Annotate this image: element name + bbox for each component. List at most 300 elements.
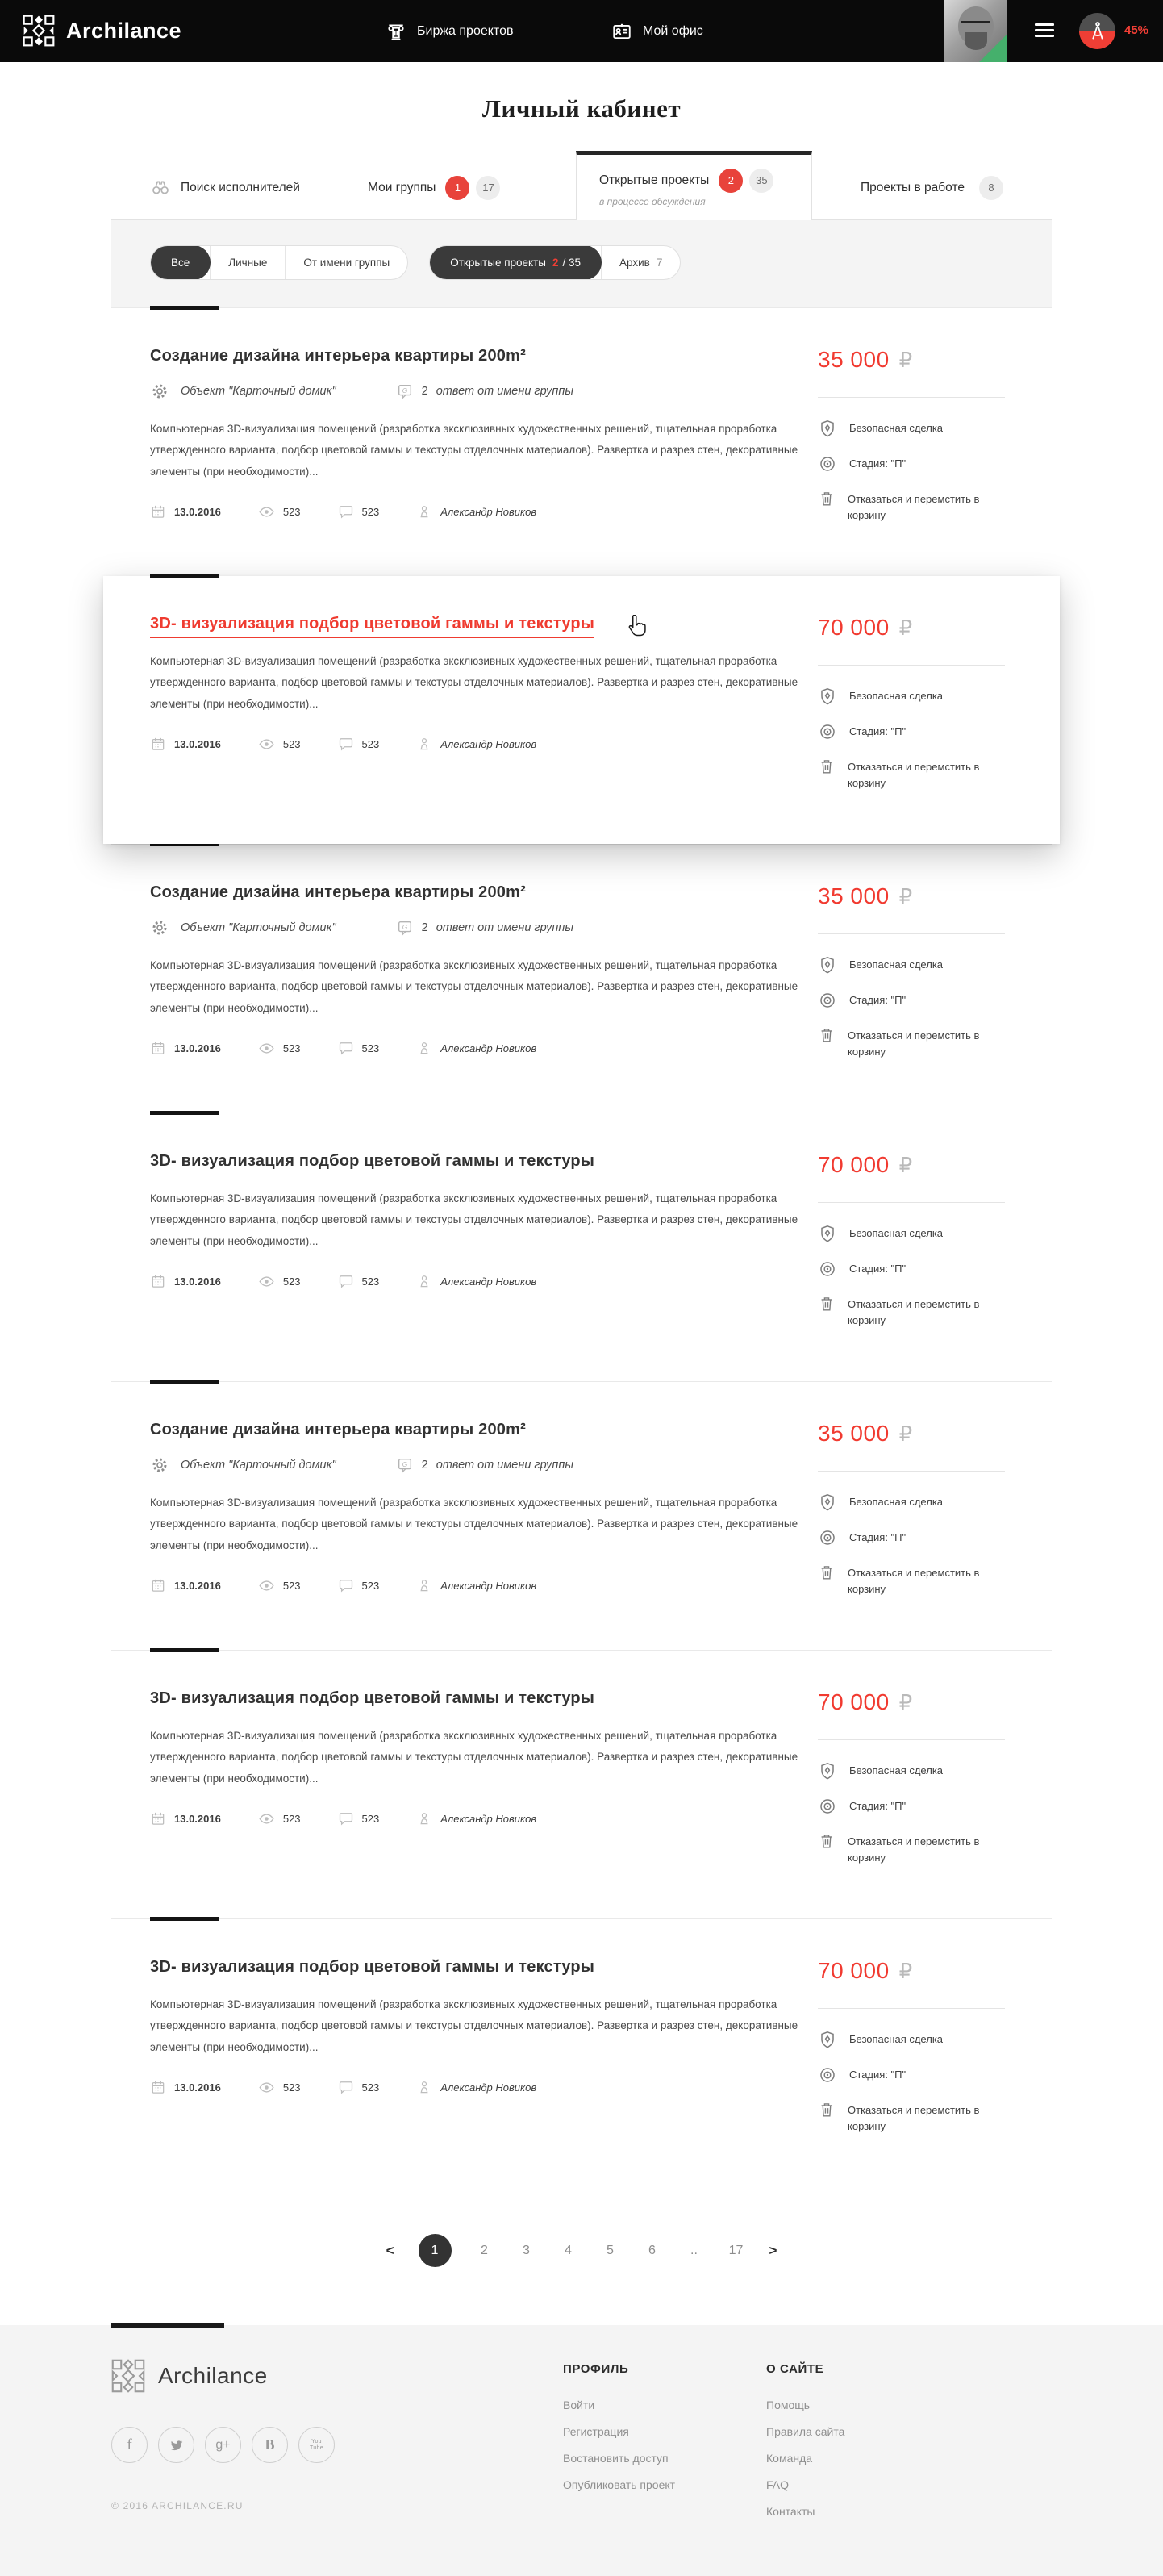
project-side-panel [818,1421,1052,1614]
group-bubble-icon [396,382,414,400]
ownership-filter-group [150,245,408,280]
footer-about-column [766,2359,936,2532]
discard-label: Отказаться и перемстить в корзину [848,493,980,521]
footer-profile-link[interactable]: Войти [563,2399,595,2411]
project-date: 13.0.2016 [174,1579,221,1592]
youtube-glyph: You Tube [310,2438,323,2451]
discard-label: Отказаться и перемстить в корзину [848,1567,980,1595]
project-date: 13.0.2016 [174,2081,221,2094]
replies-label: ответ от имени группы [436,385,574,398]
target-icon [818,454,837,474]
binoculars-icon [150,177,171,198]
comment-icon [338,1577,354,1593]
stage-label: Стадия: "П" [849,2069,907,2081]
target-icon [818,1797,837,1816]
tab-my-groups[interactable] [368,156,576,219]
discard-label: Отказаться и перемстить в корзину [848,761,980,789]
main-panel [111,62,1052,2319]
gear-icon [150,1455,169,1475]
views-count: 523 [282,1579,301,1592]
price-row [818,615,1036,641]
project-author: Александр Новиков [440,2081,537,2094]
tab-open-subtitle: в процессе обсуждения [599,195,706,207]
views-count: 523 [282,737,301,750]
project-description: Компьютерная 3D-визуализация помещений (разработка эксклюзивных художественных решений, тщательная проработка утвержденного варианта, подбор цветовой гаммы и текстуры отделочных материалов). Развертка и разрез стен, декоративные элементы (при необходимости)... [150,655,798,710]
stage-item [818,1530,1011,1547]
safe-deal-item [818,420,1011,438]
footer-about-link[interactable]: FAQ [766,2478,790,2491]
comments-count: 523 [361,1812,380,1825]
author-item[interactable] [416,1810,536,1827]
stage-item [818,2067,1011,2085]
date-item [150,1273,221,1289]
project-description: Компьютерная 3D-визуализация помещений (разработка эксклюзивных художественных решений, тщательная проработка утвержденного варианта, подбор цветовой гаммы и текстуры отделочных материалов). Развертка и разрез стен, декоративные элементы (при необходимости)... [150,1998,798,2053]
shield-icon [818,1761,837,1781]
project-title-link[interactable]: Создание дизайна интерьера квартиры 200m² [150,1421,526,1438]
tab-projects-in-work[interactable] [812,156,1052,219]
filter-archive[interactable] [601,246,680,279]
discard-action[interactable] [818,1296,1011,1328]
eye-icon [258,1577,275,1594]
pagination-page-2[interactable]: 2 [481,2243,488,2257]
project-card [111,307,1052,576]
footer-profile-column [563,2359,766,2532]
hand-cursor-icon [626,615,647,639]
project-side-panel [818,1958,1052,2152]
person-icon [416,736,432,752]
project-object-row [150,382,803,401]
person-icon [416,503,432,520]
person-icon [416,1577,432,1593]
tab-open-label: Открытые проекты [599,173,710,187]
nav-project-market-label: Биржа проектов [417,23,514,38]
discard-label: Отказаться и перемстить в корзину [848,1835,980,1864]
calendar-icon [150,1577,166,1593]
ruble-sign: ₽ [898,885,913,909]
shield-icon [818,419,837,438]
project-card [111,844,1052,1113]
views-item [258,1040,301,1057]
project-description: Компьютерная 3D-визуализация помещений (разработка эксклюзивных художественных решений, тщательная проработка утвержденного варианта, подбор цветовой гаммы и текстуры отделочных материалов). Развертка и разрез стен, декоративные элементы (при необходимости)... [150,1192,798,1247]
replies-count: 2 [421,1459,428,1472]
pagination-page-3[interactable]: 3 [523,2243,530,2257]
author-item[interactable] [416,1273,536,1289]
views-count: 523 [282,2081,301,2094]
calendar-icon [150,503,166,520]
project-object-label[interactable]: Объект "Карточный домик" [181,1459,336,1472]
project-description: Компьютерная 3D-визуализация помещений (разработка эксклюзивных художественных решений, тщательная проработка утвержденного варианта, подбор цветовой гаммы и текстуры отделочных материалов). Развертка и разрез стен, декоративные элементы (при необходимости)... [150,1497,798,1551]
stage-label: Стадия: "П" [849,1263,907,1275]
person-icon [416,1273,432,1289]
project-card [111,1381,1052,1650]
author-item[interactable] [416,1040,536,1056]
discard-action[interactable] [818,759,1011,791]
discard-action[interactable] [818,1565,1011,1597]
project-meta-row [150,1810,803,1827]
replies-label: ответ от имени группы [436,921,574,934]
project-author: Александр Новиков [440,1042,537,1054]
nav-my-office[interactable] [611,0,703,62]
ruble-sign: ₽ [898,349,913,373]
comment-icon [338,1273,354,1289]
footer-profile-link[interactable]: Регистрация [563,2425,629,2438]
safe-deal-item [818,1225,1011,1243]
brand-name: Archilance [66,18,182,43]
footer-about-link[interactable]: Контакты [766,2505,815,2518]
project-side-panel [818,615,1052,808]
author-item[interactable] [416,503,536,520]
author-item[interactable] [416,736,536,752]
id-card-icon [611,21,632,42]
side-divider [818,2008,1005,2009]
ruble-sign: ₽ [898,616,913,641]
footer-about-link[interactable]: Помощь [766,2399,811,2411]
views-item [258,503,301,520]
project-date: 13.0.2016 [174,1275,221,1288]
views-count: 523 [282,1812,301,1825]
gear-icon [150,918,169,937]
discard-action[interactable] [818,2102,1011,2134]
stage-label: Стадия: "П" [849,457,907,470]
pagination-page-6[interactable]: 6 [648,2243,656,2257]
author-item[interactable] [416,2079,536,2095]
replies-count: 2 [421,921,428,934]
price-row [818,1958,1036,1984]
project-meta-row [150,1273,803,1290]
group-bubble-icon [396,919,414,937]
filter-open-label: Открытые проекты [450,257,546,269]
target-icon [818,1259,837,1279]
tabs-bar [111,156,1052,220]
target-icon [818,991,837,1010]
pagination-next[interactable]: > [769,2242,777,2258]
comments-item [338,1273,380,1289]
comments-item [338,1040,380,1056]
social-links [111,2427,563,2463]
comments-count: 523 [361,505,380,518]
safe-deal-label: Безопасная сделка [849,2033,944,2045]
project-author: Александр Новиков [440,1579,537,1592]
price-row [818,1152,1036,1178]
project-meta-row [150,2079,803,2096]
date-item [150,1810,221,1827]
pagination-page-4[interactable]: 4 [565,2243,572,2257]
pagination-page-1[interactable]: 1 [419,2234,452,2267]
project-side-panel [818,1689,1052,1883]
ruble-sign: ₽ [898,1422,913,1447]
footer-profile-title: ПРОФИЛЬ [563,2362,629,2376]
svg-text:G: G [402,1460,407,1468]
comments-item [338,1577,380,1593]
svg-text:G: G [402,386,407,395]
project-author: Александр Новиков [440,505,537,518]
views-count: 523 [282,505,301,518]
filter-all[interactable]: Все [150,245,211,280]
comments-count: 523 [361,1579,380,1592]
pagination [111,2187,1052,2319]
work-total-badge: 8 [979,176,1003,200]
footer-about-link[interactable]: Команда [766,2452,813,2465]
project-price: 35 000 [818,1421,890,1446]
project-author: Александр Новиков [440,1812,537,1825]
person-icon [416,1040,432,1056]
trash-icon [818,1295,836,1313]
filter-open-projects[interactable] [429,245,602,280]
replies-label: ответ от имени группы [436,1459,574,1472]
project-description: Компьютерная 3D-визуализация помещений (разработка эксклюзивных художественных решений, тщательная проработка утвержденного варианта, подбор цветовой гаммы и текстуры отделочных материалов). Развертка и разрез стен, декоративные элементы (при необходимости)... [150,1730,798,1785]
tab-search-executors[interactable] [111,156,368,219]
top-header [0,0,1163,62]
eye-icon [258,2079,275,2096]
page-title: Личный кабинет [481,94,682,123]
google-plus-icon[interactable]: g+ [205,2427,241,2463]
shield-icon [818,2030,837,2049]
side-divider [818,1202,1005,1203]
project-card [103,576,1060,844]
filter-personal[interactable]: Личные [210,246,285,279]
trash-icon [818,758,836,775]
group-replies-link[interactable] [396,1456,573,1474]
comment-icon [338,736,354,752]
eye-icon [258,736,275,753]
project-price: 35 000 [818,347,890,372]
comments-item [338,736,380,752]
date-item [150,503,221,520]
safe-deal-item [818,2031,1011,2049]
tab-search-label: Поиск исполнителей [181,180,300,194]
project-date: 13.0.2016 [174,505,221,518]
copyright: © 2016 ARCHILANCE.RU [111,2500,244,2511]
replies-count: 2 [421,385,428,398]
user-avatar[interactable] [944,0,1007,62]
project-object-row [150,1455,803,1475]
project-title-link[interactable]: 3D- визуализация подбор цветовой гаммы и текстуры [150,615,803,633]
safe-deal-label: Безопасная сделка [849,1496,944,1508]
open-new-badge: 2 [719,169,743,193]
profile-progress-circle[interactable] [1079,13,1115,49]
comments-item [338,1810,380,1827]
stage-label: Стадия: "П" [849,1531,907,1543]
project-price: 70 000 [818,1152,890,1177]
status-filter-group [429,245,681,280]
comments-item [338,503,380,520]
pagination-ellipsis: .. [690,2243,698,2257]
comment-icon [338,2079,354,2095]
eye-icon [258,1040,275,1057]
project-author: Александр Новиков [440,1275,537,1288]
project-description: Компьютерная 3D-визуализация помещений (разработка эксклюзивных художественных решений, тщательная проработка утвержденного варианта, подбор цветовой гаммы и текстуры отделочных материалов). Развертка и разрез стен, декоративные элементы (при необходимости)... [150,959,798,1014]
stage-label: Стадия: "П" [849,725,907,737]
stage-item [818,1261,1011,1279]
tab-open-projects[interactable] [576,151,812,220]
eye-icon [258,1273,275,1290]
project-object-label[interactable]: Объект "Карточный домик" [181,385,336,398]
nav-project-market[interactable] [386,0,513,62]
project-date: 13.0.2016 [174,1812,221,1825]
comments-item [338,2079,380,2095]
project-price: 70 000 [818,615,890,640]
eye-icon [258,1810,275,1827]
project-description: Компьютерная 3D-визуализация помещений (разработка эксклюзивных художественных решений, тщательная проработка утвержденного варианта, подбор цветовой гаммы и текстуры отделочных материалов). Развертка и разрез стен, декоративные элементы (при необходимости)... [150,423,798,478]
side-divider [818,933,1005,934]
pagination-page-17[interactable]: 17 [728,2243,744,2257]
safe-deal-label: Безопасная сделка [849,422,944,434]
comment-icon [338,1040,354,1056]
shield-icon [818,955,837,975]
archilance-lattice-icon [23,15,55,47]
footer-brand-name: Archilance [158,2363,268,2388]
safe-deal-label: Безопасная сделка [849,690,944,702]
views-item [258,2079,301,2096]
discard-label: Отказаться и перемстить в корзину [848,1298,980,1326]
filter-on-behalf-of-group[interactable]: От имени группы [285,246,407,279]
side-divider [818,397,1005,398]
filter-archive-count: 7 [656,257,663,269]
project-title-link[interactable]: 3D- визуализация подбор цветовой гаммы и текстуры [150,1689,595,1707]
comment-icon [338,1810,354,1827]
ruble-sign: ₽ [898,1154,913,1178]
views-item [258,1577,301,1594]
vk-icon[interactable]: B [252,2427,288,2463]
side-divider [818,1471,1005,1472]
safe-deal-item [818,688,1011,706]
shield-icon [818,687,837,706]
svg-text:G: G [402,923,407,931]
discard-label: Отказаться и перемстить в корзину [848,2104,980,2132]
project-title-link[interactable]: Создание дизайна интерьера квартиры 200m² [150,347,526,365]
project-object-label[interactable]: Объект "Карточный домик" [181,921,336,934]
project-card [111,1918,1052,2187]
trash-icon [818,1564,836,1581]
project-side-panel [818,883,1052,1077]
date-item [150,1577,221,1593]
project-side-panel [818,347,1052,541]
group-replies-link[interactable] [396,382,573,400]
target-icon [818,1528,837,1547]
project-card [111,1650,1052,1918]
safe-deal-item [818,957,1011,975]
trash-icon [818,490,836,507]
pagination-prev[interactable]: < [386,2242,394,2258]
price-row [818,1689,1036,1715]
project-meta-row [150,736,803,753]
brand-logo[interactable] [23,15,181,47]
safe-deal-label: Безопасная сделка [849,958,944,971]
project-author: Александр Новиков [440,737,537,750]
person-icon [416,2079,432,2095]
views-item [258,736,301,753]
footer-about-link[interactable]: Правила сайта [766,2425,845,2438]
views-item [258,1273,301,1290]
stage-item [818,456,1011,474]
shield-icon [818,1493,837,1512]
group-replies-link[interactable] [396,919,573,937]
calendar-icon [150,736,166,752]
project-price: 35 000 [818,883,890,908]
author-item[interactable] [416,1577,536,1593]
project-price: 70 000 [818,1689,890,1714]
filter-band [111,220,1052,307]
project-title-link[interactable]: 3D- визуализация подбор цветовой гаммы и текстуры [150,1152,595,1170]
stage-item [818,724,1011,741]
twitter-icon[interactable] [158,2427,194,2463]
stage-item [818,992,1011,1010]
project-title-link[interactable]: 3D- визуализация подбор цветовой гаммы и текстуры [150,1958,595,1976]
trash-icon [818,1832,836,1850]
groups-total-badge: 17 [476,176,500,200]
hamburger-menu-icon[interactable] [1035,23,1054,40]
tab-groups-label: Мои группы [368,180,436,194]
pagination-page-5[interactable]: 5 [607,2243,614,2257]
discard-label: Отказаться и перемстить в корзину [848,1029,980,1058]
discard-action[interactable] [818,491,1011,523]
side-divider [818,665,1005,666]
project-date: 13.0.2016 [174,737,221,750]
views-count: 523 [282,1042,301,1054]
youtube-icon[interactable] [298,2427,335,2463]
filter-open-count-new: 2 [552,257,559,269]
safe-deal-item [818,1494,1011,1512]
trash-icon [818,1026,836,1044]
footer [0,2325,1163,2576]
shield-icon [818,1224,837,1243]
tab-work-label: Проекты в работе [861,180,965,194]
open-total-badge: 35 [749,169,773,193]
trash-icon [818,2101,836,2119]
ruble-sign: ₽ [898,1960,913,1984]
comments-count: 523 [361,1042,380,1054]
discard-action[interactable] [818,1028,1011,1059]
facebook-icon[interactable]: f [111,2427,148,2463]
filter-archive-label: Архив [619,257,650,269]
groups-new-badge: 1 [445,176,469,200]
date-item [150,2079,221,2095]
calendar-icon [150,1273,166,1289]
projects-list [111,307,1052,2187]
calendar-icon [150,1810,166,1827]
footer-profile-link[interactable]: Опубликовать проект [563,2478,676,2491]
footer-about-title: О САЙТЕ [766,2362,824,2376]
ruble-sign: ₽ [898,1691,913,1715]
views-item [258,1810,301,1827]
nav-my-office-label: Мой офис [643,23,703,38]
archilance-lattice-icon-footer [111,2359,145,2393]
comments-count: 523 [361,737,380,750]
target-icon [818,2065,837,2085]
calendar-icon [150,1040,166,1056]
stage-label: Стадия: "П" [849,994,907,1006]
avatar-glasses [961,21,990,29]
project-price: 70 000 [818,1958,890,1983]
discard-action[interactable] [818,1834,1011,1865]
footer-profile-link[interactable]: Востановить доступ [563,2452,669,2465]
footer-brand-logo [111,2359,563,2393]
project-meta-row [150,503,803,520]
gear-icon [150,382,169,401]
group-bubble-icon [396,1456,414,1474]
project-meta-row [150,1577,803,1594]
views-count: 523 [282,1275,301,1288]
price-row [818,347,1036,373]
safe-deal-label: Безопасная сделка [849,1764,944,1776]
calendar-icon [150,2079,166,2095]
safe-deal-item [818,1763,1011,1781]
project-title-link[interactable]: Создание дизайна интерьера квартиры 200m² [150,883,526,901]
eye-icon [258,503,275,520]
project-card [111,1113,1052,1381]
side-divider [818,1739,1005,1740]
comments-count: 523 [361,2081,380,2094]
